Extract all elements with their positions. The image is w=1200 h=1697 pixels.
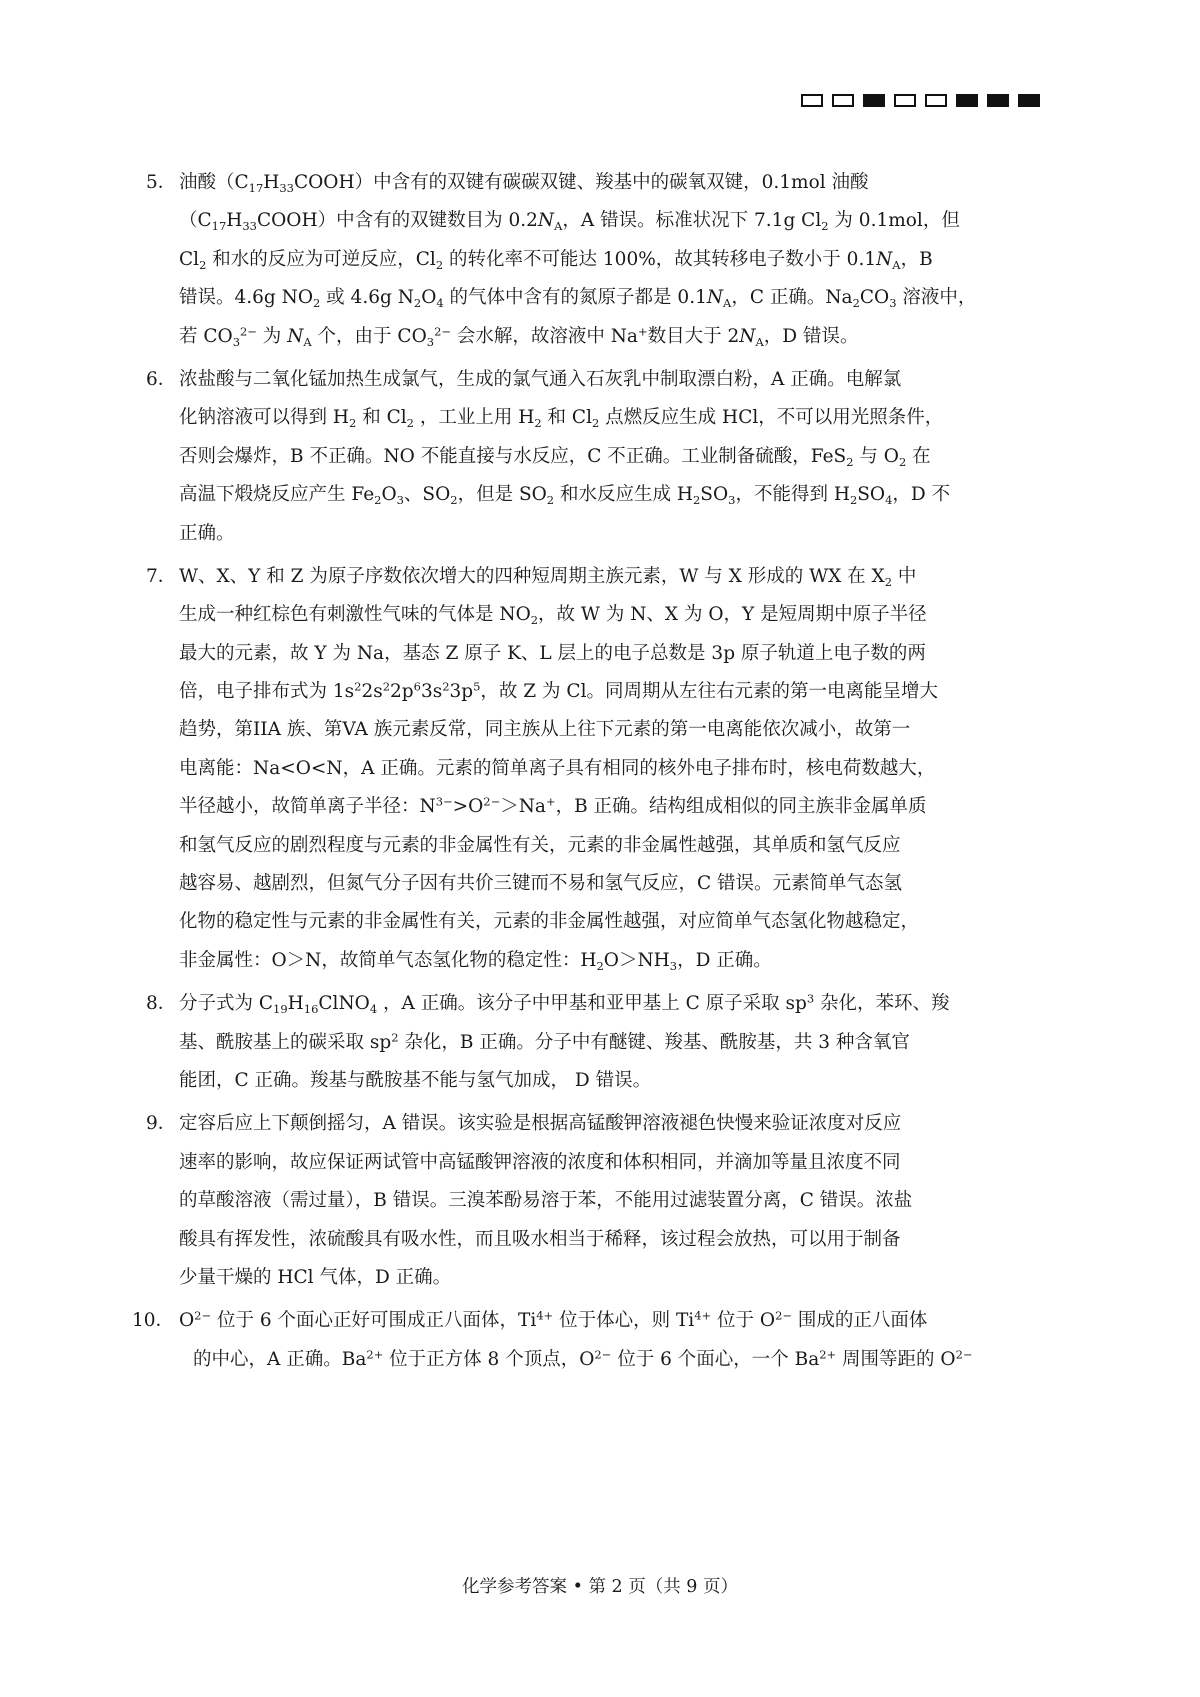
subscript: 3 bbox=[396, 493, 404, 508]
italic-symbol: N bbox=[706, 287, 724, 309]
subscript: 2 bbox=[199, 257, 207, 272]
text-run: 否则会爆炸，B 不正确。NO 不能直接与水反应，C 不正确。工业制备硫酸，FeS bbox=[179, 445, 847, 467]
subscript: 3 bbox=[426, 334, 435, 349]
item-number: 6． bbox=[146, 368, 177, 390]
subscript: 17 bbox=[211, 219, 227, 234]
answer-text-line bbox=[179, 1259, 1039, 1297]
text-run: 酸具有挥发性，浓硫酸具有吸水性，而且吸水相当于稀释，该过程会放热，可以用于制备 bbox=[179, 1228, 901, 1250]
subscript: 4 bbox=[436, 296, 444, 311]
answer-text-line bbox=[179, 788, 1039, 826]
text-run: 、SO bbox=[403, 484, 451, 506]
answer-text-line bbox=[179, 279, 1039, 317]
item-number: 8． bbox=[146, 993, 177, 1015]
subscript: 2 bbox=[849, 493, 858, 508]
text-run: 为 0.1mol，但 bbox=[828, 210, 960, 232]
text-run: CO bbox=[859, 287, 890, 309]
answer-item-start-line bbox=[146, 164, 1039, 202]
superscript: + bbox=[637, 324, 648, 339]
text-run: ，A 正确。该分子中甲基和亚甲基上 C 原子采取 sp bbox=[377, 993, 807, 1015]
answer-text-line bbox=[179, 750, 1039, 788]
subscript: 17 bbox=[248, 181, 264, 195]
subscript: A bbox=[892, 257, 901, 272]
text-run: 化钠溶液可以得到 H bbox=[179, 407, 350, 429]
subscript: 2 bbox=[413, 296, 422, 311]
subscript: 2 bbox=[406, 416, 414, 431]
superscript: 2 bbox=[442, 679, 450, 694]
text-run: ，工业上用 H bbox=[413, 407, 535, 429]
item-number: 5． bbox=[146, 172, 177, 193]
text-run: 若 CO bbox=[179, 325, 233, 347]
superscript: 2+ bbox=[366, 1347, 384, 1362]
superscript: 2 bbox=[382, 679, 391, 694]
text-run: 杂化，苯环、羧 bbox=[814, 993, 950, 1015]
subscript: 2 bbox=[821, 219, 829, 234]
text-run: 和氢气反应的剧烈程度与元素的非金属性有关，元素的非金属性越强，其单质和氢气反应 bbox=[179, 834, 901, 856]
subscript: 16 bbox=[303, 1002, 319, 1017]
text-run: O bbox=[421, 287, 437, 309]
italic-symbol: N bbox=[287, 325, 304, 347]
text-run: >O bbox=[452, 796, 484, 818]
text-run: SO bbox=[700, 484, 729, 506]
text-run: ，B 正确。结构组成相似的同主族非金属单质 bbox=[555, 796, 927, 818]
subscript: 2 bbox=[852, 296, 860, 311]
text-run: 在 bbox=[906, 445, 931, 467]
superscript: 2− bbox=[775, 1309, 792, 1324]
filled-square-mark bbox=[987, 94, 1009, 107]
superscript: 4+ bbox=[694, 1309, 712, 1324]
answer-text-line bbox=[179, 865, 1039, 903]
text-run: 和水反应生成 H bbox=[554, 484, 693, 506]
subscript: 2 bbox=[450, 493, 458, 508]
answer-item-start-line bbox=[146, 558, 1039, 596]
subscript: 2 bbox=[313, 296, 321, 311]
text-run: 倍，电子排布式为 1s bbox=[179, 681, 355, 703]
text-run: W、X、Y 和 Z 为原子序数依次增大的四种短周期主族元素，W 与 X 形成的 WX 在 X bbox=[179, 565, 885, 587]
superscript: 2− bbox=[594, 1347, 612, 1362]
text-run: 中 bbox=[892, 565, 917, 587]
text-run: 化物的稳定性与元素的非金属性有关，元素的非金属性越强，对应简单气态氢化物越稳定， bbox=[179, 911, 920, 933]
subscript: 2 bbox=[546, 493, 555, 508]
text-run: 3s bbox=[420, 681, 443, 703]
text-run: 分子式为 C bbox=[179, 993, 274, 1015]
filled-square-mark bbox=[1018, 94, 1040, 107]
empty-square-mark bbox=[801, 94, 823, 107]
answer-text-line bbox=[179, 1221, 1039, 1259]
superscript: + bbox=[545, 794, 556, 809]
text-run: ，D 正确。 bbox=[677, 949, 772, 971]
subscript: A bbox=[554, 219, 563, 234]
italic-symbol: N bbox=[739, 325, 756, 347]
text-run: ，不能得到 H bbox=[735, 484, 850, 506]
text-run: 的转化率不可能达 100%，故其转移电子数小于 0.1 bbox=[443, 248, 877, 270]
empty-square-mark bbox=[925, 94, 947, 107]
text-run: 定容后应上下颠倒摇匀，A 错误。该实验是根据高锰酸钾溶液褪色快慢来验证浓度对反应 bbox=[179, 1113, 902, 1135]
subscript: 4 bbox=[885, 493, 893, 508]
text-run: 和 Cl bbox=[541, 407, 592, 429]
answer-text-line bbox=[179, 318, 1039, 356]
answer-text-line bbox=[179, 202, 1039, 240]
text-run: ，B bbox=[900, 248, 933, 270]
subscript: A bbox=[755, 334, 764, 349]
subscript: A bbox=[723, 296, 732, 311]
text-run: 位于 O bbox=[711, 1310, 776, 1332]
text-run: 油酸（C bbox=[179, 172, 249, 193]
answer-text-line bbox=[179, 476, 1039, 514]
text-run: ClNO bbox=[318, 993, 370, 1015]
text-run: 围成的正八面体 bbox=[792, 1310, 928, 1332]
filled-square-mark bbox=[863, 94, 885, 107]
subscript: 2 bbox=[884, 574, 893, 589]
text-run: 越容易、越剧烈，但氮气分子因有共价三键而不易和氢气反应，C 错误。元素简单气态氢 bbox=[179, 873, 903, 895]
text-run: 为 bbox=[256, 325, 288, 347]
answer-text-line bbox=[179, 399, 1039, 437]
answer-item-start-line bbox=[146, 361, 1039, 399]
text-run: O＞NH bbox=[603, 949, 670, 971]
empty-square-mark bbox=[894, 94, 916, 107]
text-run: 基、酰胺基上的碳采取 sp bbox=[179, 1031, 392, 1053]
text-run: ，故 W 为 N、X 为 O，Y 是短周期中原子半径 bbox=[538, 604, 927, 626]
text-run: 点燃反应生成 HCl，不可以用光照条件， bbox=[599, 407, 944, 429]
text-run: ，D 错误。 bbox=[763, 325, 859, 347]
subscript: 2 bbox=[846, 454, 854, 469]
text-run: COOH）中含有的双键数目为 0.2 bbox=[256, 210, 538, 232]
text-run: 正确。 bbox=[179, 522, 235, 544]
subscript: 2 bbox=[596, 958, 604, 973]
superscript: 2+ bbox=[819, 1347, 837, 1362]
text-run: 3p bbox=[449, 681, 474, 703]
text-run: 周围等距的 O bbox=[836, 1348, 956, 1370]
text-run: 会水解，故溶液中 Na bbox=[450, 325, 638, 347]
superscript: 2− bbox=[434, 324, 451, 339]
text-run: 或 4.6g N bbox=[320, 287, 414, 309]
answer-text-line bbox=[179, 711, 1039, 749]
subscript: 2 bbox=[374, 493, 382, 508]
superscript: 2− bbox=[483, 794, 501, 809]
text-run: ，D 不 bbox=[892, 484, 951, 506]
text-run: 2p bbox=[390, 681, 414, 703]
italic-symbol: N bbox=[537, 210, 555, 232]
empty-square-mark bbox=[832, 94, 854, 107]
text-run: 浓盐酸与二氧化锰加热生成氯气，生成的氯气通入石灰乳中制取漂白粉，A 正确。电解氯 bbox=[179, 368, 902, 390]
text-run: 错误。4.6g NO bbox=[179, 287, 313, 309]
answer-text-line bbox=[179, 1341, 1039, 1379]
answer-item-start-line bbox=[132, 1302, 1039, 1340]
text-run: 和水的反应为可逆反应，Cl bbox=[206, 248, 436, 270]
text-run: 少量干燥的 HCl 气体，D 正确。 bbox=[179, 1266, 452, 1288]
text-run: COOH）中含有的双键有碳碳双键、羧基中的碳氧双键，0.1mol 油酸 bbox=[293, 172, 869, 193]
text-run: 数目大于 2 bbox=[647, 325, 740, 347]
superscript: 4+ bbox=[536, 1309, 554, 1324]
item-number: 9． bbox=[146, 1113, 177, 1135]
text-run: 能团，C 正确。羧基与酰胺基不能与氢气加成， D 错误。 bbox=[179, 1069, 652, 1091]
text-run: 与 O bbox=[853, 445, 899, 467]
item-number: 7． bbox=[146, 565, 177, 587]
superscript: 2 bbox=[354, 679, 362, 694]
text-run: 溶液中， bbox=[896, 287, 977, 309]
text-run: H bbox=[263, 172, 280, 193]
superscript: 2− bbox=[955, 1347, 973, 1362]
superscript: 3− bbox=[435, 794, 453, 809]
subscript: 3 bbox=[728, 493, 736, 508]
text-run: ，C 正确。Na bbox=[731, 287, 853, 309]
text-run: （C bbox=[179, 210, 212, 232]
answer-text-line bbox=[179, 1062, 1039, 1100]
text-run: 杂化，B 正确。分子中有醚键、羧基、酰胺基，共 3 种含氧官 bbox=[398, 1031, 910, 1053]
answer-text-line bbox=[179, 438, 1039, 476]
text-run: 位于 6 个面心正好可围成正八面体，Ti bbox=[211, 1310, 537, 1332]
subscript: 2 bbox=[530, 613, 539, 628]
text-run: 位于正方体 8 个顶点，O bbox=[383, 1348, 595, 1370]
answer-text-line bbox=[179, 827, 1039, 865]
answer-text-line bbox=[179, 515, 1039, 553]
answer-text-line bbox=[179, 596, 1039, 634]
answer-item-start-line bbox=[146, 985, 1039, 1023]
text-run: O bbox=[381, 484, 397, 506]
subscript: 2 bbox=[349, 416, 357, 431]
superscript: 3 bbox=[806, 991, 815, 1006]
corner-marks bbox=[801, 94, 1040, 107]
answer-text-line bbox=[179, 1024, 1039, 1062]
text-run: 趋势，第IIA 族、第VA 族元素反常，同主族从上往下元素的第一电离能依次减小，故第一 bbox=[179, 719, 911, 741]
subscript: 2 bbox=[592, 416, 600, 431]
text-run: 最大的元素，故 Y 为 Na，基态 Z 原子 K、L 层上的电子总数是 3p 原子轨道上电子数的两 bbox=[179, 642, 926, 664]
text-run: 2s bbox=[361, 681, 383, 703]
text-run: 电离能：Na<O<N，A 正确。元素的简单离子具有相同的核外电子排布时，核电荷数越大， bbox=[179, 757, 936, 779]
subscript: 3 bbox=[669, 958, 678, 973]
text-run: ＞Na bbox=[500, 796, 546, 818]
text-run: 位于体心，则 Ti bbox=[553, 1310, 695, 1332]
superscript: 2 bbox=[391, 1030, 399, 1045]
answer-text-line bbox=[179, 673, 1039, 711]
text-run: 高温下煅烧反应产生 Fe bbox=[179, 484, 375, 506]
subscript: 2 bbox=[534, 416, 542, 431]
italic-symbol: N bbox=[876, 248, 893, 270]
answer-text-line bbox=[179, 241, 1039, 279]
superscript: 5 bbox=[473, 679, 481, 694]
answer-item-start-line bbox=[146, 1105, 1039, 1143]
text-run: 非金属性：O＞N，故简单气态氢化物的稳定性：H bbox=[179, 949, 597, 971]
answer-text-line bbox=[179, 635, 1039, 673]
answer-text-line bbox=[179, 903, 1039, 941]
item-number: 10． bbox=[132, 1310, 175, 1332]
text-run: ，A 错误。标准状况下 7.1g Cl bbox=[562, 210, 822, 232]
subscript: 33 bbox=[242, 219, 257, 234]
text-run: 和 Cl bbox=[356, 407, 407, 429]
text-run: 的气体中含有的氮原子都是 0.1 bbox=[443, 287, 707, 309]
subscript: 3 bbox=[889, 296, 897, 311]
subscript: 3 bbox=[232, 334, 240, 349]
text-run: 的中心，A 正确。Ba bbox=[193, 1348, 367, 1370]
text-run: ，但是 SO bbox=[457, 484, 547, 506]
text-run: O bbox=[179, 1310, 195, 1332]
text-run: SO bbox=[857, 484, 886, 506]
answer-text-line bbox=[179, 1144, 1039, 1182]
text-run: H bbox=[226, 210, 243, 232]
subscript: A bbox=[303, 334, 312, 349]
subscript: 33 bbox=[279, 181, 294, 195]
text-run: ，故 Z 为 Cl。同周期从左往右元素的第一电离能呈增大 bbox=[480, 681, 938, 703]
subscript: 2 bbox=[693, 493, 701, 508]
subscript: 2 bbox=[435, 257, 444, 272]
page-footer: 化学参考答案 • 第 2 页（共 9 页） bbox=[462, 1577, 738, 1597]
text-run: 个，由于 CO bbox=[311, 325, 427, 347]
subscript: 2 bbox=[898, 454, 907, 469]
text-run: 生成一种红棕色有刺激性气味的气体是 NO bbox=[179, 604, 531, 626]
answer-text-line bbox=[179, 1182, 1039, 1220]
text-run: 半径越小，故简单离子半径：N bbox=[179, 796, 436, 818]
subscript: 4 bbox=[369, 1002, 378, 1017]
filled-square-mark bbox=[956, 94, 978, 107]
text-run: Cl bbox=[179, 248, 200, 270]
text-run: 的草酸溶液（需过量），B 错误。三溴苯酚易溶于苯，不能用过滤装置分离，C 错误。浓盐 bbox=[179, 1190, 913, 1212]
superscript: 2− bbox=[194, 1309, 212, 1324]
text-run: H bbox=[287, 993, 304, 1015]
superscript: 6 bbox=[413, 679, 421, 694]
answer-text-line bbox=[179, 942, 1039, 980]
subscript: 19 bbox=[273, 1002, 288, 1017]
answer-body bbox=[132, 164, 1039, 1379]
superscript: 2− bbox=[240, 324, 257, 339]
text-run: 位于 6 个面心，一个 Ba bbox=[611, 1348, 820, 1370]
text-run: 速率的影响，故应保证两试管中高锰酸钾溶液的浓度和体积相同，并滴加等量且浓度不同 bbox=[179, 1151, 901, 1173]
